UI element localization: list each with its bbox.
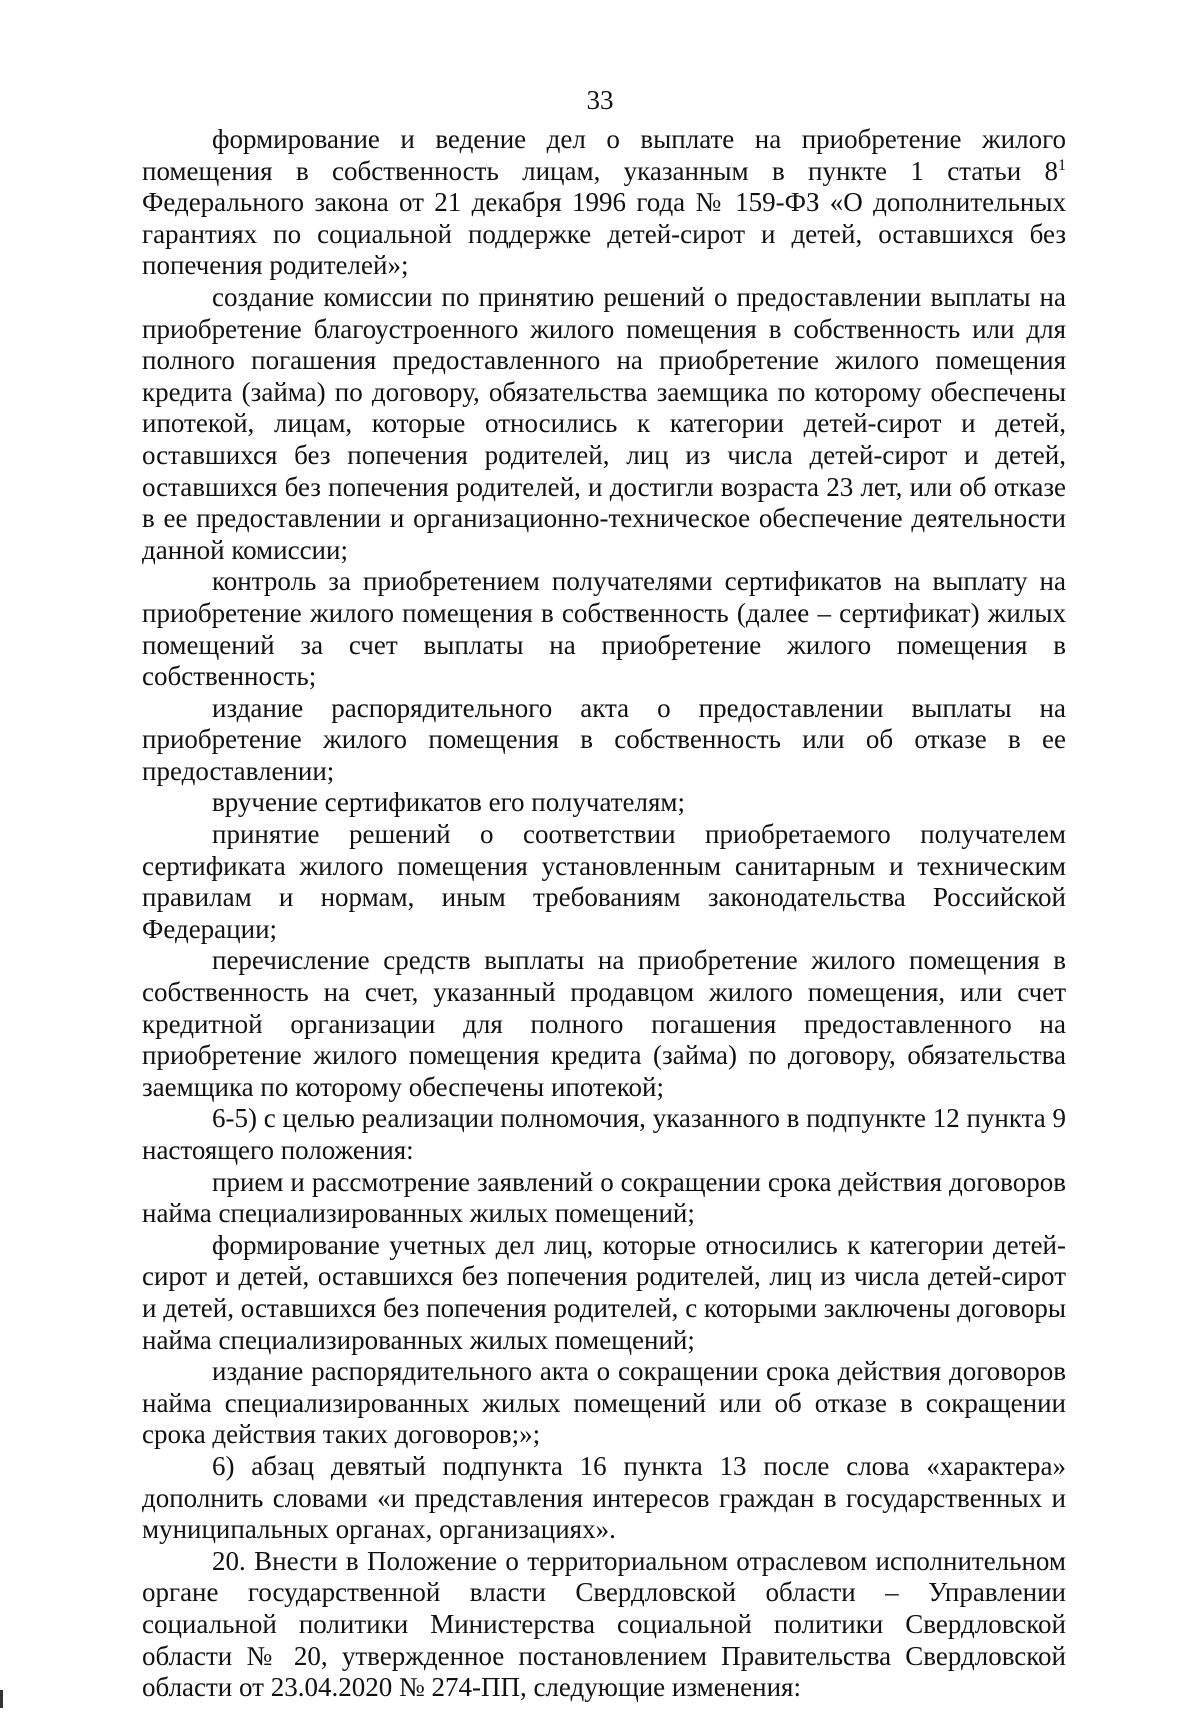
paragraph-10: формирование учетных дел лиц, которые относились к категории детей-сирот и детей, оставшихся без попечения родителей, лиц из числа детей-сирот и детей, оставшихся без попечения родителей, с которыми заключены договоры найма специализированных жилых помещений; — [142, 1229, 1066, 1355]
superscript-1: 1 — [1058, 156, 1066, 174]
page-number: 33 — [586, 85, 614, 115]
paragraph-5: вручение сертификатов его получателям; — [212, 787, 685, 818]
paragraph-1 — [142, 124, 1066, 282]
scan-edge-mark — [0, 1690, 3, 1708]
document-body — [142, 124, 1066, 1704]
paragraph-7: перечисление средств выплаты на приобретение жилого помещения в собственность на счет, указанный продавцом жилого помещения, или счет кредитной организации для полного погашения предоставленного на приобретение жилого помещения кредита (займа) по договору, обязательства заемщика по которому обеспечены ипотекой; — [142, 945, 1066, 1102]
paragraph-1-tail: Федерального закона от 21 декабря 1996 года № 159-ФЗ «О дополнительных гарантиях по социальной поддержке детей-сирот и детей, оставшихся без попечения родителей»; — [142, 187, 1066, 281]
paragraph-4: издание распорядительного акта о предоставлении выплаты на приобретение жилого помещения в собственность или об отказе в ее предоставлении; — [142, 692, 1066, 786]
paragraph-12: 6) абзац девятый подпункта 16 пункта 13 после слова «характера» дополнить словами «и представления интересов граждан в государственных и муниципальных органах, организациях». — [142, 1450, 1066, 1545]
paragraph-3: контроль за приобретением получателями сертификатов на выплату на приобретение жилого помещения в собственность (далее – сертификат) жилых помещений за счет выплаты на приобретение жилого помещения в собственность; — [142, 566, 1066, 692]
paragraph-11: издание распорядительного акта о сокращении срока действия договоров найма специализированных жилых помещений или об отказе в сокращении срока действия таких договоров;»; — [142, 1356, 1066, 1450]
paragraph-2: создание комиссии по принятию решений о предоставлении выплаты на приобретение благоустроенного жилого помещения в собственность или для полного погашения предоставленного на приобретение жилого помещения кредита (займа) по договору, обязательства заемщика по которому обеспечены ипотекой, лицам, которые относились к категории детей-сирот и детей, оставшихся без попечения родителей, лиц из числа детей-сирот и детей, оставшихся без попечения родителей, и достигли возраста 23 лет, или об отказе в ее предоставлении и организационно-техническое обеспечение деятельности данной комиссии; — [142, 281, 1066, 565]
paragraph-6: принятие решений о соответствии приобретаемого получателем сертификата жилого помещения установленным санитарным и техническим правилам и нормам, иным требованиям законодательства Российской Федерации; — [142, 819, 1066, 944]
paragraph-9: прием и рассмотрение заявлений о сокращении срока действия договоров найма специализированных жилых помещений; — [142, 1166, 1066, 1229]
paragraph-1-text: формирование и ведение дел о выплате на приобретение жилого помещения в собственность лицам, указанным в пункте 1 статьи 8 — [142, 124, 1066, 186]
paragraph-8: 6-5) с целью реализации полномочия, указанного в подпункте 12 пункта 9 настоящего положения: — [142, 1103, 1066, 1165]
paragraph-13: 20. Внести в Положение о территориальном отраслевом исполнительном органе государственной власти Свердловской области – Управлении социальной политики Министерства социальной политики Свердловской области № 20, утвержденное постановлением Правительства Свердловской области от 23.04.2020 № 274-ПП, следующие изменения: — [142, 1545, 1066, 1703]
